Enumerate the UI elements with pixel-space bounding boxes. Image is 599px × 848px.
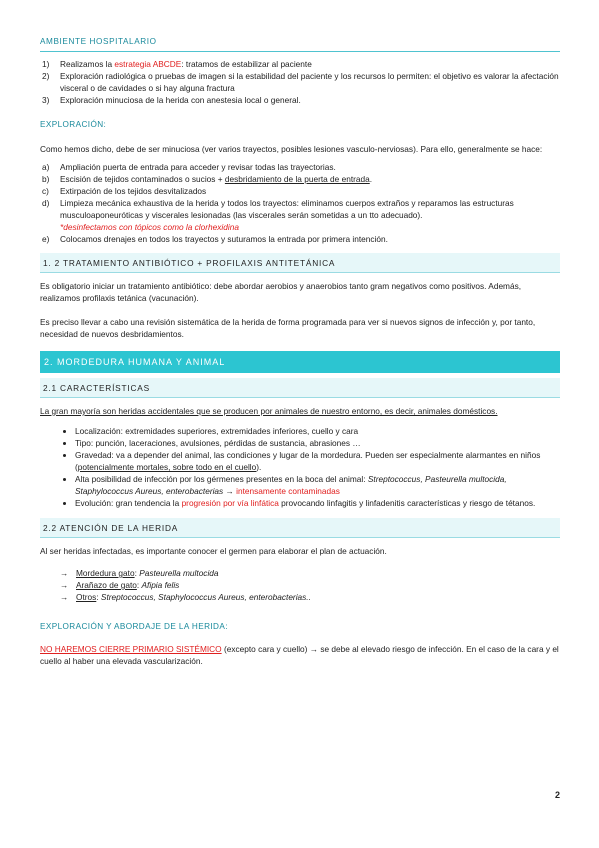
red-highlight: progresión por vía linfática	[181, 498, 279, 508]
red-note: *desinfectamos con tópicos como la clorhexidina	[60, 222, 239, 232]
arrow-icon: →	[60, 568, 69, 578]
document-page	[40, 36, 560, 667]
list-item: → Otros: Streptococcus, Staphylococcus Aureus, enterobacterias..	[60, 592, 311, 602]
subheading-abordaje: EXPLORACIÓN Y ABORDAJE DE LA HERIDA:	[40, 622, 228, 631]
red-highlight: intensamente contaminadas	[236, 486, 340, 496]
red-highlight: estrategia ABCDE	[114, 59, 182, 69]
arrow-icon: →	[60, 592, 69, 602]
paragraph: La gran mayoría son heridas accidentales que se producen por animales de nuestro entorno, es decir, animales domésticos.	[40, 406, 498, 416]
arrow-icon: →	[60, 580, 69, 590]
list-item: a) Ampliación puerta de entrada para acceder y revisar todas las trayectorias.	[42, 162, 336, 172]
list-item: e) Colocamos drenajes en todos los trayectos y suturamos la entrada por primera intención.	[42, 234, 388, 244]
major-heading-mordedura: 2. MORDEDURA HUMANA Y ANIMAL	[40, 351, 560, 373]
characteristics-list	[75, 425, 560, 509]
list-item: • Tipo: punción, laceraciones, avulsiones, pérdidas de sustancia, abrasiones …	[75, 437, 560, 449]
list-item: 3) Exploración minuciosa de la herida con anestesia local o general.	[42, 95, 301, 105]
list-item: • Alta posibilidad de infección por los gérmenes presentes en la boca del animal: Streptococcus, Pasteurella multocida, Staphylococcus Aureus, enterobacterias → intensamente contaminadas	[75, 473, 560, 497]
list-item: 2) Exploración radiológica o pruebas de imagen si la estabilidad del paciente y los recursos lo permiten: el objetivo es valorar la afectación visceral o de cavidades o si hay alguna fractura	[42, 71, 559, 93]
paragraph: Es obligatorio iniciar un tratamiento antibiótico: debe abordar aerobios y anaerobios tanto gram negativos como positivos. Además, realizamos profilaxis tetánica (vacunación).	[40, 281, 522, 303]
red-highlight: NO HAREMOS CIERRE PRIMARIO SISTÉMICO	[40, 644, 222, 654]
subheading-exploracion: EXPLORACIÓN:	[40, 120, 107, 129]
page-number: 2	[554, 790, 560, 800]
list-item: • Gravedad: va a depender del animal, las condiciones y lugar de la mordedura. Pueden ser especialmente alarmantes en niños (potencialmente mortales, sobre todo en el cuello).	[75, 449, 560, 473]
germs-list	[60, 567, 560, 603]
paragraph: Es preciso llevar a cabo una revisión sistemática de la herida de forma programada para ver si nuevos signos de infección y, por tanto, necesidad de nuevos desbridamientos.	[40, 317, 536, 339]
section-heading-atencion: 2.2 ATENCIÓN DE LA HERIDA	[40, 518, 560, 538]
paragraph: NO HAREMOS CIERRE PRIMARIO SISTÉMICO (excepto cara y cuello) → se debe al elevado riesgo de infección. En el caso de la cara y el cuello al haber una elevada vascularización.	[40, 644, 559, 666]
list-item: → Arañazo de gato: Afipia felis	[60, 580, 180, 590]
paragraph: Al ser heridas infectadas, es importante conocer el germen para elaborar el plan de actuación.	[40, 546, 387, 556]
section-heading-caracteristicas: 2.1 CARACTERÍSTICAS	[40, 378, 560, 398]
paragraph: Como hemos dicho, debe de ser minuciosa (ver varios trayectos, posibles lesiones vasculo-nerviosas). Para ello, generalmente se hace:	[40, 144, 543, 154]
list-item: c) Extirpación de los tejidos desvitalizados	[42, 186, 207, 196]
section-heading-tratamiento: 1. 2 TRATAMIENTO ANTIBIÓTICO + PROFILAXIS ANTITETÁNICA	[40, 253, 560, 273]
list-item: → Mordedura gato: Pasteurella multocida	[60, 568, 219, 578]
list-item: b) Escisión de tejidos contaminados o sucios + desbridamiento de la puerta de entrada.	[42, 174, 373, 184]
list-item: 1) Realizamos la estrategia ABCDE: tratamos de estabilizar al paciente	[42, 59, 312, 69]
hospital-steps-list	[42, 58, 560, 106]
list-item: • Evolución: gran tendencia la progresión por vía linfática provocando linfagitis y linfadenitis características y riesgo de tétanos.	[75, 497, 560, 509]
list-item: • Localización: extremidades superiores, extremidades inferiores, cuello y cara	[75, 425, 560, 437]
list-item: d) Limpieza mecánica exhaustiva de la herida y todos los trayectos: eliminamos cuerpos extraños y reparamos las estructuras musculoaponeuróticas y viscerales lesionadas (las viscerales serán sometidas a un tto adecuado). *desinfectamos con tópicos como la clorhexidina	[42, 198, 514, 232]
section-heading-ambiente: AMBIENTE HOSPITALARIO	[40, 36, 560, 52]
exploration-steps-list	[42, 161, 560, 245]
